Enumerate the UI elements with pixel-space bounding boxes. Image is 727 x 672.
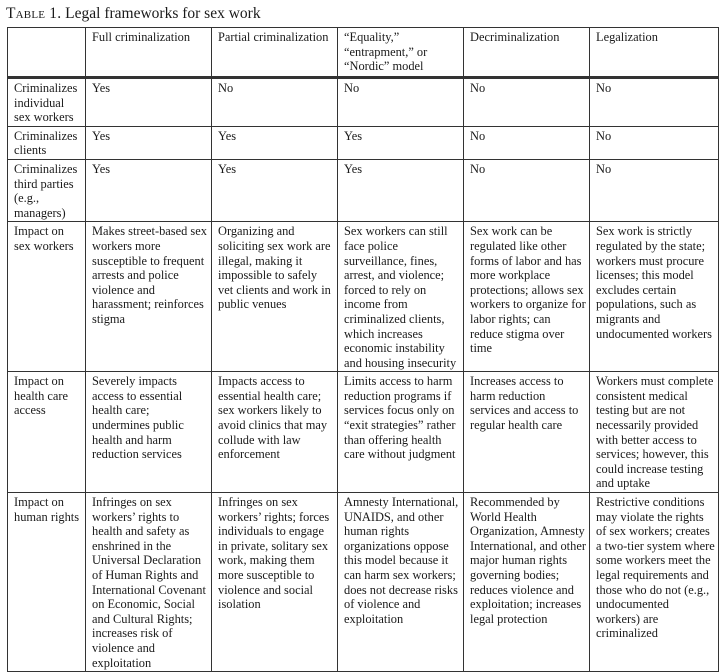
header-cell: “Equality,” “entrapment,” or “Nordic” model bbox=[338, 28, 464, 78]
header-cell: Partial criminalization bbox=[212, 28, 338, 78]
legal-frameworks-table bbox=[7, 27, 719, 672]
table-cell: Makes street-based sex workers more susceptible to frequent arrests and police violence and harassment; reinforces stigma bbox=[86, 222, 212, 372]
table-cell: Increases access to harm reduction services and access to regular health care bbox=[464, 372, 590, 493]
table-label: Table 1. bbox=[6, 5, 62, 22]
table-row bbox=[8, 493, 719, 672]
table-cell: Infringes on sex workers’ rights to health and safety as enshrined in the Universal Declaration of Human Rights and International Covenant on Economic, Social and Cultural Rights; increases risk of violence and exploitation bbox=[86, 493, 212, 672]
table-row bbox=[8, 78, 719, 127]
table-cell: No bbox=[590, 78, 719, 127]
row-label: Criminalizes clients bbox=[8, 126, 86, 159]
table-cell: Yes bbox=[86, 78, 212, 127]
table-row bbox=[8, 159, 719, 221]
table-cell: Amnesty International, UNAIDS, and other human rights organizations oppose this model because it can harm sex workers; does not decrease risks of violence and exploitation bbox=[338, 493, 464, 672]
table-cell: Recommended by World Health Organization, Amnesty International, and other major human rights governing bodies; reduces violence and exploitation; increases legal protection bbox=[464, 493, 590, 672]
table-cell: No bbox=[464, 78, 590, 127]
header-cell: Legalization bbox=[590, 28, 719, 78]
table-cell: Yes bbox=[338, 126, 464, 159]
table-cell: Yes bbox=[212, 159, 338, 221]
table-cell: Sex workers can still face police surveillance, fines, arrest, and violence; forced to rely on income from criminalized clients, which increases economic instability and housing insecurity bbox=[338, 222, 464, 372]
table-row bbox=[8, 126, 719, 159]
table-cell: No bbox=[590, 159, 719, 221]
table-cell: No bbox=[338, 78, 464, 127]
table-row bbox=[8, 372, 719, 493]
table-cell: Yes bbox=[86, 159, 212, 221]
table-cell: Yes bbox=[338, 159, 464, 221]
table-cell: Restrictive conditions may violate the rights of sex workers; creates a two-tier system where some workers meet the legal requirements and those who do not (e.g., undocumented workers) are criminalized bbox=[590, 493, 719, 672]
table-caption bbox=[6, 5, 261, 23]
row-label: Impact on health care access bbox=[8, 372, 86, 493]
row-label: Criminalizes third parties (e.g., managers) bbox=[8, 159, 86, 221]
header-cell bbox=[8, 28, 86, 78]
table-cell: Limits access to harm reduction programs if services focus only on “exit strategies” rather than offering health care without judgment bbox=[338, 372, 464, 493]
row-label: Impact on human rights bbox=[8, 493, 86, 672]
table-cell: Yes bbox=[86, 126, 212, 159]
header-cell: Decriminalization bbox=[464, 28, 590, 78]
header-cell: Full criminalization bbox=[86, 28, 212, 78]
table-cell: No bbox=[464, 159, 590, 221]
table-cell: No bbox=[212, 78, 338, 127]
table-cell: Yes bbox=[212, 126, 338, 159]
table-cell: Workers must complete consistent medical testing but are not necessarily provided with better access to services; however, this could increase testing and uptake bbox=[590, 372, 719, 493]
table-row bbox=[8, 222, 719, 372]
row-label: Impact on sex workers bbox=[8, 222, 86, 372]
row-label: Criminalizes individual sex workers bbox=[8, 78, 86, 127]
table-cell: Impacts access to essential health care; sex workers likely to avoid clinics that may collude with law enforcement bbox=[212, 372, 338, 493]
table-cell: Sex work can be regulated like other forms of labor and has more workplace protections; allows sex workers to organize for labor rights; can reduce stigma over time bbox=[464, 222, 590, 372]
table-cell: No bbox=[464, 126, 590, 159]
table-title: Legal frameworks for sex work bbox=[65, 5, 261, 22]
table-cell: Sex work is strictly regulated by the state; workers must procure licenses; this model excludes certain populations, such as migrants and undocumented workers bbox=[590, 222, 719, 372]
table-cell: Severely impacts access to essential health care; undermines public health and harm reduction services bbox=[86, 372, 212, 493]
table-cell: Organizing and soliciting sex work are illegal, making it impossible to safely vet clients and work in public venues bbox=[212, 222, 338, 372]
table-cell: Infringes on sex workers’ rights; forces individuals to engage in private, solitary sex work, making them more susceptible to violence and social isolation bbox=[212, 493, 338, 672]
header-row bbox=[8, 28, 719, 78]
table-cell: No bbox=[590, 126, 719, 159]
